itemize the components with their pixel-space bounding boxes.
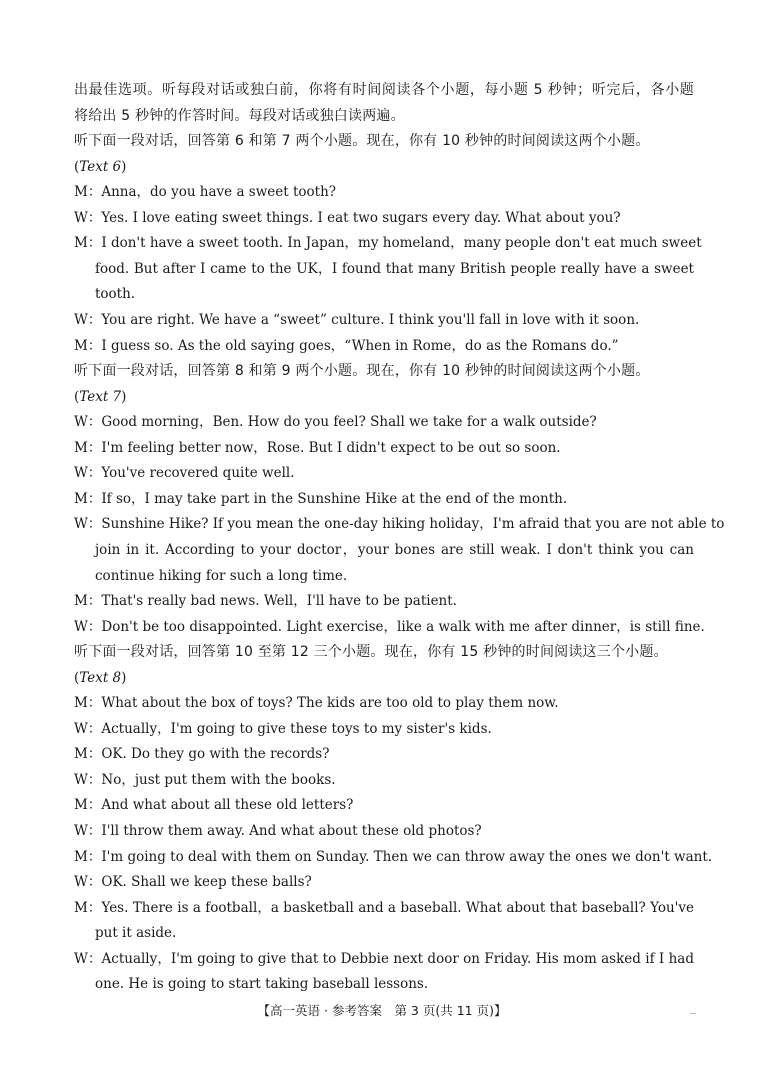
dialogue-line: M：OK. Do they go with the records?	[74, 746, 330, 763]
dialogue-line: W：Actually，I'm going to give that to Debbie next door on Friday. His mom asked if I had	[74, 950, 694, 967]
dialogue-line: join in it. According to your doctor，your bones are still weak. I don't think you can	[95, 541, 694, 558]
dialogue-line: M：Anna，do you have a sweet tooth?	[74, 184, 337, 201]
dialogue-line: tooth.	[95, 286, 136, 303]
dialogue-line: W：Sunshine Hike? If you mean the one-day hiking holiday，I'm afraid that you are not able to	[74, 516, 725, 533]
instruction-line: 听下面一段对话，回答第 10 至第 12 三个小题。现在，你有 15 秒钟的时间阅读这三个小题。	[74, 644, 668, 661]
dialogue-line: W：You've recovered quite well.	[74, 465, 295, 482]
dialogue-line: W：Don't be too disappointed. Light exercise，like a walk with me after dinner，is still fine.	[74, 618, 705, 635]
dialogue-line: food. But after I came to the UK，I found that many British people really have a sweet	[95, 260, 694, 277]
dialogue-line: put it aside.	[95, 925, 177, 942]
dialogue-line: W：Good morning，Ben. How do you feel? Shall we take for a walk outside?	[74, 414, 597, 431]
dialogue-line: W：OK. Shall we keep these balls?	[74, 874, 312, 891]
instruction-line: 出最佳选项。听每段对话或独白前，你将有时间阅读各个小题，每小题 5 秒钟；听完后，各小题	[74, 82, 694, 98]
dialogue-line: M：I guess so. As the old saying goes，“When in Rome，do as the Romans do.”	[74, 337, 619, 354]
dialogue-line: M：And what about all these old letters?	[74, 797, 354, 814]
dialogue-line: (Text 8)	[74, 669, 127, 686]
dialogue-line: W：No，just put them with the books.	[74, 771, 336, 788]
dialogue-line: M：What about the box of toys? The kids are too old to play them now.	[74, 695, 559, 712]
dialogue-line: W：Actually，I'm going to give these toys to my sister's kids.	[74, 720, 492, 737]
dialogue-line: W：You are right. We have a “sweet” culture. I think you'll fall in love with it soon.	[74, 312, 640, 328]
dialogue-line: one. He is going to start taking baseball lessons.	[95, 976, 429, 993]
scan-mark	[690, 1013, 696, 1014]
dialogue-line: M：I'm going to deal with them on Sunday. Then we can throw away the ones we don't want.	[74, 848, 713, 865]
instruction-line: 将给出 5 秒钟的作答时间。每段对话或独白读两遍。	[74, 107, 405, 124]
dialogue-line: M：I'm feeling better now，Rose. But I didn't expect to be out so soon.	[74, 439, 561, 456]
page-footer: 【高一英语 · 参考答案 第 3 页(共 11 页)】	[257, 1003, 507, 1018]
instruction-line: 听下面一段对话，回答第 6 和第 7 两个小题。现在，你有 10 秒钟的时间阅读这两个小题。	[74, 133, 650, 150]
instruction-line: 听下面一段对话，回答第 8 和第 9 两个小题。现在，你有 10 秒钟的时间阅读这两个小题。	[74, 363, 650, 380]
dialogue-line: M：If so，I may take part in the Sunshine Hike at the end of the month.	[74, 490, 568, 507]
dialogue-line: M：I don't have a sweet tooth. In Japan，my homeland，many people don't eat much sweet	[74, 235, 702, 252]
dialogue-line: continue hiking for such a long time.	[95, 567, 348, 584]
dialogue-line: (Text 7)	[74, 388, 127, 405]
dialogue-line: W：Yes. I love eating sweet things. I eat two sugars every day. What about you?	[74, 209, 621, 226]
dialogue-line: (Text 6)	[74, 158, 127, 175]
dialogue-line: W：I'll throw them away. And what about these old photos?	[74, 823, 482, 839]
dialogue-line: M：That's really bad news. Well，I'll have to be patient.	[74, 593, 457, 609]
dialogue-line: M：Yes. There is a football，a basketball and a baseball. What about that baseball? You've	[74, 899, 694, 916]
